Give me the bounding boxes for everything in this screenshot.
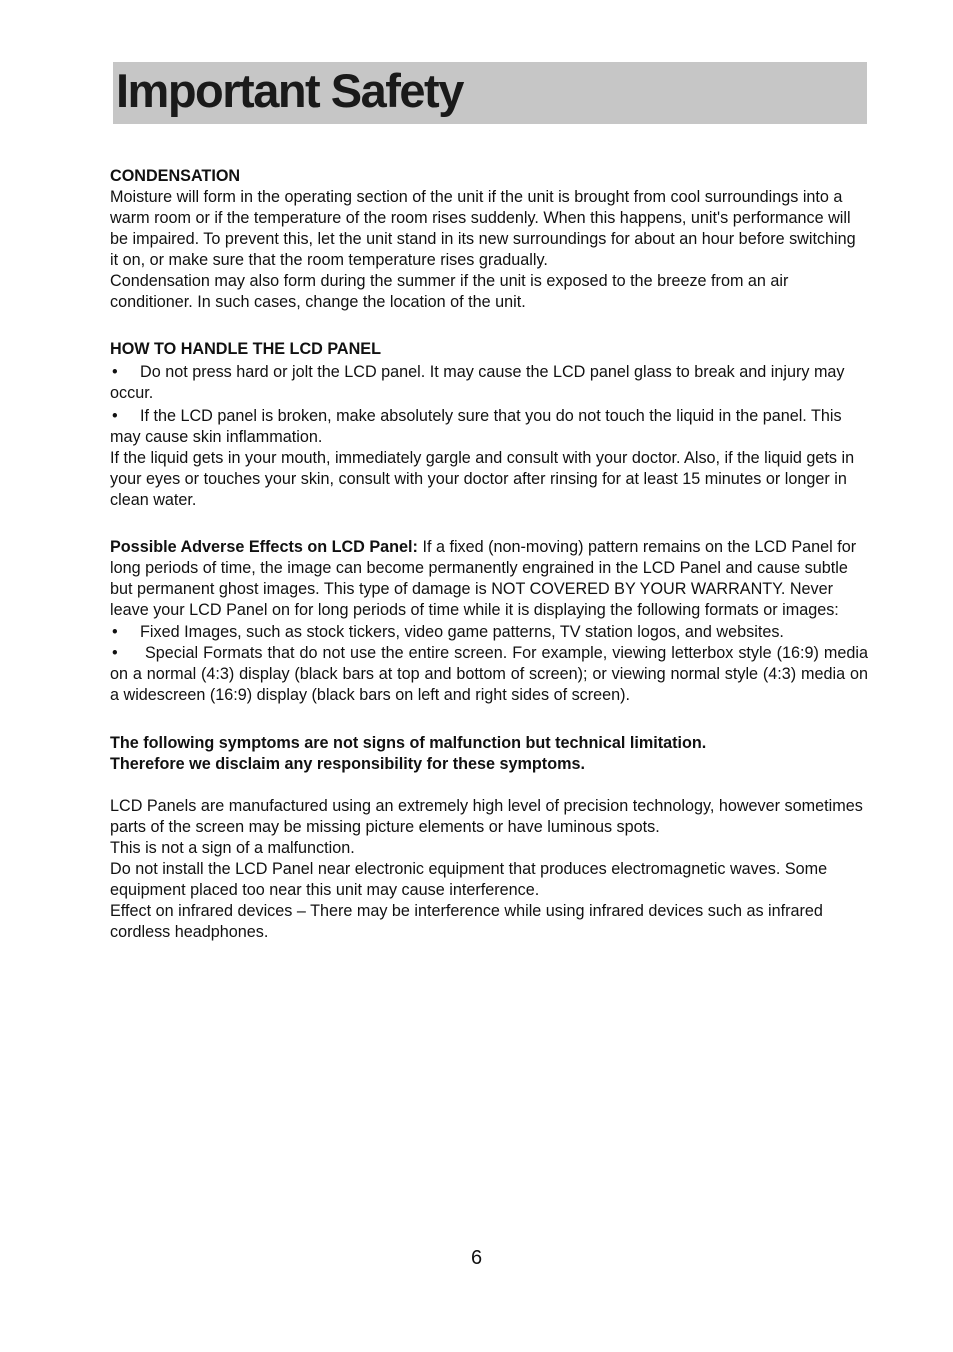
condensation-paragraph-1: Moisture will form in the operating section of the unit if the unit is brought from cool surroundings into a warm room or if the temperature of the room rises suddenly. When this happens, unit's performance will be impaired. To prevent this, let the unit stand in its new surroundings for about an hour before switching it on, or make sure that the room temperature rises gradually.: [110, 188, 856, 269]
bullet-icon: •: [112, 363, 118, 381]
limitations-paragraph-2: This is not a sign of a malfunction.: [110, 839, 355, 857]
document-body: [110, 166, 868, 943]
bullet-icon: •: [112, 644, 118, 662]
section-spacer: [110, 775, 868, 796]
limitations-section: [110, 796, 868, 943]
lcd-handling-bullet-2: [110, 406, 868, 448]
disclaimer-section: [110, 733, 868, 775]
limitations-paragraph-3: Do not install the LCD Panel near electronic equipment that produces electromagnetic waves. Some equipment placed too near this unit may cause interference.: [110, 860, 828, 899]
bullet-text: Special Formats that do not use the entire screen. For example, viewing letterbox style (16:9) media on a normal (4:3) display (black bars at top and bottom of screen); or viewing normal style (4:3) media on a widescreen (16:9) display (black bars on left and right sides of screen).: [110, 644, 868, 704]
disclaimer-line-1: The following symptoms are not signs of malfunction but technical limitation.: [110, 734, 707, 752]
adverse-effects-lead: Possible Adverse Effects on LCD Panel:: [110, 538, 418, 556]
section-spacer: [110, 511, 868, 537]
page-header-bar: [113, 62, 867, 124]
adverse-effects-paragraph: [110, 537, 868, 621]
section-spacer: [110, 706, 868, 733]
limitations-paragraph-1: LCD Panels are manufactured using an extremely high level of precision technology, however sometimes parts of the screen may be missing picture elements or have luminous spots.: [110, 797, 863, 836]
page-title: Important Safety: [116, 64, 463, 117]
adverse-effects-bullet-2: [110, 643, 868, 706]
bullet-text: Fixed Images, such as stock tickers, video game patterns, TV station logos, and websites.: [140, 623, 784, 641]
adverse-effects-section: [110, 537, 868, 706]
bullet-icon: •: [112, 623, 118, 641]
section-spacer: [110, 313, 868, 339]
lcd-handling-bullet-1: [110, 362, 868, 404]
bullet-icon: •: [112, 407, 118, 425]
lcd-handling-paragraph: If the liquid gets in your mouth, immediately gargle and consult with your doctor. Also, if the liquid gets in your eyes or touches your skin, consult with your doctor after rinsing for at least 15 minutes or longer in clean water.: [110, 449, 855, 509]
bullet-text: If the LCD panel is broken, make absolutely sure that you do not touch the liquid in the panel. This may cause skin inflammation.: [110, 407, 842, 446]
adverse-effects-text: If a fixed (non-moving) pattern remains on the LCD Panel for long periods of time, the image can become permanently engrained in the LCD Panel and cause subtle but permanent ghost images. This type of damage is NOT COVERED BY YOUR WARRANTY. Never leave your LCD Panel on for long periods of time while it is displaying the following formats or images:: [110, 538, 857, 619]
condensation-heading: CONDENSATION: [110, 167, 241, 185]
condensation-paragraph-2: Condensation may also form during the summer if the unit is exposed to the breeze from an air conditioner. In such cases, change the location of the unit.: [110, 272, 789, 311]
lcd-handling-heading: HOW TO HANDLE THE LCD PANEL: [110, 340, 381, 358]
bullet-text: Do not press hard or jolt the LCD panel. It may cause the LCD panel glass to break and injury may occur.: [110, 363, 845, 402]
condensation-section: [110, 166, 868, 313]
page-number: 6: [470, 1247, 483, 1269]
lcd-handling-section: [110, 339, 868, 511]
adverse-effects-bullet-1: [110, 622, 868, 643]
limitations-paragraph-4: Effect on infrared devices – There may be interference while using infrared devices such as infrared cordless headphones.: [110, 902, 823, 941]
disclaimer-line-2: Therefore we disclaim any responsibility for these symptoms.: [110, 755, 585, 773]
